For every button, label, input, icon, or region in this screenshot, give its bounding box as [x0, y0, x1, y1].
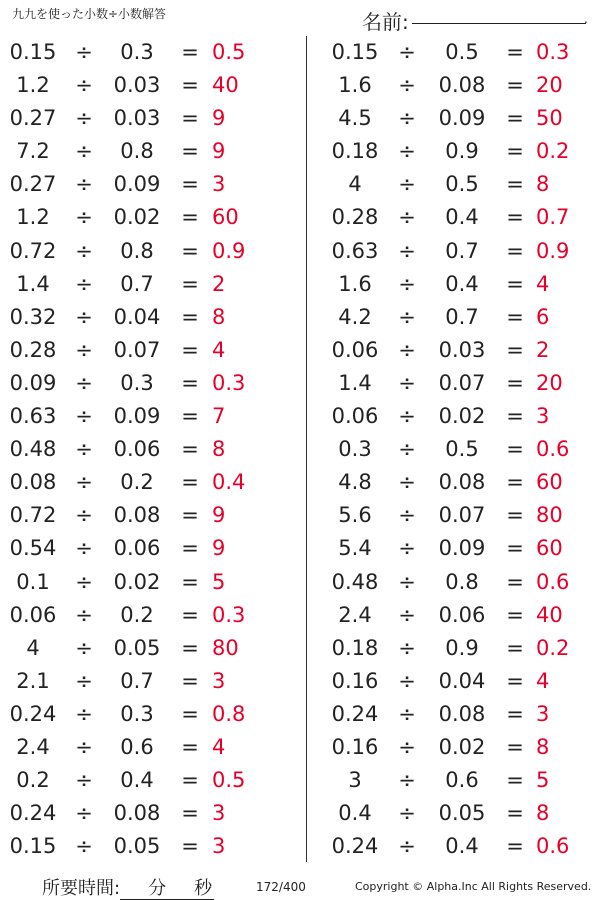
answer: 0.2	[536, 139, 570, 164]
dividend: 3	[348, 768, 362, 793]
equals-sign: =	[181, 701, 199, 726]
answer: 50	[536, 106, 563, 131]
equals-sign: =	[181, 834, 199, 859]
divisor: 0.4	[120, 768, 154, 793]
divisor: 0.08	[438, 73, 486, 98]
answer: 8	[536, 172, 550, 197]
divide-sign: ÷	[398, 205, 416, 230]
dividend: 0.54	[9, 536, 57, 561]
divisor: 0.5	[445, 40, 479, 64]
answer: 0.7	[536, 205, 570, 230]
equals-sign: =	[181, 205, 199, 230]
divisor: 0.03	[438, 337, 486, 362]
dividend: 0.08	[9, 470, 57, 495]
equals-sign: =	[506, 304, 524, 329]
equals-sign: =	[506, 370, 524, 395]
dividend: 0.2	[16, 768, 50, 793]
equals-sign: =	[181, 106, 199, 131]
column-divider	[306, 36, 307, 862]
divide-sign: ÷	[398, 73, 416, 98]
answer: 8	[212, 304, 226, 329]
divisor: 0.5	[445, 437, 479, 462]
equals-sign: =	[181, 404, 199, 429]
divide-sign: ÷	[398, 337, 416, 362]
divisor: 0.04	[113, 304, 161, 329]
answer: 3	[212, 172, 226, 197]
divide-sign: ÷	[398, 768, 416, 793]
divide-sign: ÷	[75, 834, 93, 859]
equals-sign: =	[506, 635, 524, 660]
divisor: 0.02	[113, 569, 161, 594]
dividend: 2.4	[338, 602, 372, 627]
answer: 5	[212, 569, 226, 594]
divisor: 0.8	[120, 139, 154, 164]
dividend: 0.63	[331, 238, 379, 263]
equals-sign: =	[506, 801, 524, 826]
divide-sign: ÷	[75, 536, 93, 561]
answer: 60	[212, 205, 239, 230]
divisor: 0.7	[120, 668, 154, 693]
equals-sign: =	[506, 172, 524, 197]
divide-sign: ÷	[398, 602, 416, 627]
seconds-blank	[168, 881, 192, 900]
equals-sign: =	[506, 768, 524, 793]
divide-sign: ÷	[75, 801, 93, 826]
equals-sign: =	[181, 470, 199, 495]
dividend: 0.18	[331, 635, 379, 660]
dividend: 0.16	[331, 668, 379, 693]
dividend: 0.16	[331, 734, 379, 759]
dividend: 0.72	[9, 238, 57, 263]
divisor: 0.4	[445, 834, 479, 859]
dividend: 0.48	[9, 437, 57, 462]
divide-sign: ÷	[75, 172, 93, 197]
answer: 4	[212, 337, 226, 362]
divide-sign: ÷	[75, 701, 93, 726]
divisor: 0.7	[445, 238, 479, 263]
answer: 3	[536, 404, 550, 429]
divisor: 0.09	[438, 536, 486, 561]
dividend: 4.8	[338, 470, 372, 495]
page-number: 172/400	[256, 880, 306, 894]
answer: 80	[212, 635, 239, 660]
answer: 0.3	[212, 370, 246, 395]
divisor: 0.08	[438, 701, 486, 726]
answer: 0.6	[536, 834, 570, 859]
divisor: 0.07	[438, 370, 486, 395]
equals-sign: =	[181, 370, 199, 395]
answer: 0.3	[212, 602, 246, 627]
divide-sign: ÷	[398, 437, 416, 462]
dividend: 0.4	[338, 801, 372, 826]
divide-sign: ÷	[75, 635, 93, 660]
divisor: 0.8	[120, 238, 154, 263]
divisor: 0.6	[445, 768, 479, 793]
equals-sign: =	[181, 139, 199, 164]
divisor: 0.05	[113, 834, 161, 859]
equals-sign: =	[181, 768, 199, 793]
answer: 0.3	[536, 40, 570, 64]
divisor: 0.9	[445, 635, 479, 660]
equals-sign: =	[181, 734, 199, 759]
divisor: 0.05	[113, 635, 161, 660]
divide-sign: ÷	[398, 701, 416, 726]
equals-sign: =	[506, 834, 524, 859]
divide-sign: ÷	[398, 370, 416, 395]
divide-sign: ÷	[75, 106, 93, 131]
minutes-unit: 分	[148, 878, 167, 899]
divisor: 0.7	[445, 304, 479, 329]
dividend: 0.72	[9, 503, 57, 528]
divide-sign: ÷	[398, 569, 416, 594]
dividend: 4	[26, 635, 40, 660]
equals-sign: =	[506, 701, 524, 726]
dividend: 0.06	[331, 337, 379, 362]
divisor: 0.5	[445, 172, 479, 197]
divisor: 0.8	[445, 569, 479, 594]
divide-sign: ÷	[75, 238, 93, 263]
minutes-blank	[120, 881, 146, 900]
divisor: 0.06	[113, 437, 161, 462]
equals-sign: =	[181, 668, 199, 693]
answer: 9	[212, 106, 226, 131]
divide-sign: ÷	[398, 139, 416, 164]
equals-sign: =	[506, 668, 524, 693]
equals-sign: =	[506, 602, 524, 627]
dividend: 1.4	[338, 370, 372, 395]
dividend: 1.2	[16, 205, 50, 230]
divisor: 0.9	[445, 139, 479, 164]
divisor: 0.09	[113, 172, 161, 197]
equals-sign: =	[506, 106, 524, 131]
answer: 0.2	[536, 635, 570, 660]
divisor: 0.03	[113, 106, 161, 131]
divisor: 0.6	[120, 734, 154, 759]
dividend: 0.28	[9, 337, 57, 362]
divisor: 0.4	[445, 271, 479, 296]
dividend: 1.6	[338, 73, 372, 98]
dividend: 0.06	[331, 404, 379, 429]
divide-sign: ÷	[398, 271, 416, 296]
divide-sign: ÷	[75, 503, 93, 528]
divisor: 0.06	[438, 602, 486, 627]
equals-sign: =	[181, 503, 199, 528]
answer: 0.5	[212, 768, 246, 793]
answer: 9	[212, 536, 226, 561]
divide-sign: ÷	[398, 40, 416, 64]
equals-sign: =	[181, 238, 199, 263]
dividend: 0.06	[9, 602, 57, 627]
equals-sign: =	[506, 40, 524, 64]
dividend: 0.15	[331, 40, 379, 64]
name-field-line	[412, 23, 586, 24]
divide-sign: ÷	[398, 238, 416, 263]
dividend: 5.6	[338, 503, 372, 528]
divide-sign: ÷	[75, 370, 93, 395]
answer: 40	[212, 73, 239, 98]
equals-sign: =	[181, 635, 199, 660]
divide-sign: ÷	[398, 734, 416, 759]
dividend: 5.4	[338, 536, 372, 561]
dividend: 2.4	[16, 734, 50, 759]
dividend: 1.6	[338, 271, 372, 296]
answer: 3	[212, 668, 226, 693]
answer: 4	[536, 271, 550, 296]
equals-sign: =	[181, 801, 199, 826]
equals-sign: =	[181, 304, 199, 329]
equals-sign: =	[506, 337, 524, 362]
dividend: 0.28	[331, 205, 379, 230]
divide-sign: ÷	[75, 768, 93, 793]
divisor: 0.03	[113, 73, 161, 98]
divisor: 0.04	[438, 668, 486, 693]
answer: 0.8	[212, 701, 246, 726]
divisor: 0.07	[113, 337, 161, 362]
dividend: 0.24	[331, 834, 379, 859]
answer: 8	[536, 734, 550, 759]
dividend: 0.1	[16, 569, 50, 594]
divisor: 0.02	[113, 205, 161, 230]
divisor: 0.05	[438, 801, 486, 826]
answer: 0.6	[536, 569, 570, 594]
dividend: 0.09	[9, 370, 57, 395]
divisor: 0.09	[438, 106, 486, 131]
divide-sign: ÷	[75, 139, 93, 164]
equals-sign: =	[506, 569, 524, 594]
answer: 20	[536, 370, 563, 395]
equals-sign: =	[506, 238, 524, 263]
divide-sign: ÷	[398, 304, 416, 329]
answer: 80	[536, 503, 563, 528]
dividend: 0.18	[331, 139, 379, 164]
answer: 0.9	[212, 238, 246, 263]
answer: 2	[212, 271, 226, 296]
answer: 4	[212, 734, 226, 759]
equals-sign: =	[506, 734, 524, 759]
divide-sign: ÷	[398, 503, 416, 528]
answer: 8	[212, 437, 226, 462]
dividend: 0.27	[9, 172, 57, 197]
divide-sign: ÷	[75, 602, 93, 627]
dividend: 1.4	[16, 271, 50, 296]
divide-sign: ÷	[75, 337, 93, 362]
answer: 6	[536, 304, 550, 329]
equals-sign: =	[181, 536, 199, 561]
answer: 0.9	[536, 238, 570, 263]
dividend: 0.32	[9, 304, 57, 329]
divide-sign: ÷	[75, 569, 93, 594]
dividend: 7.2	[16, 139, 50, 164]
equals-sign: =	[181, 172, 199, 197]
dividend: 0.15	[9, 40, 57, 64]
divisor: 0.08	[438, 470, 486, 495]
divisor: 0.4	[445, 205, 479, 230]
name-line-end-dot: .	[584, 12, 588, 26]
answer: 0.4	[212, 470, 246, 495]
answer: 20	[536, 73, 563, 98]
divisor: 0.3	[120, 370, 154, 395]
time-label: 所要時間:	[42, 878, 121, 899]
divide-sign: ÷	[75, 470, 93, 495]
answer: 2	[536, 337, 550, 362]
divide-sign: ÷	[398, 470, 416, 495]
dividend: 0.48	[331, 569, 379, 594]
divide-sign: ÷	[75, 668, 93, 693]
dividend: 0.27	[9, 106, 57, 131]
divisor: 0.7	[120, 271, 154, 296]
divisor: 0.3	[120, 701, 154, 726]
copyright-notice: Copyright © Alpha.Inc All Rights Reserved.	[355, 880, 592, 893]
answer: 9	[212, 139, 226, 164]
equals-sign: =	[181, 437, 199, 462]
worksheet-title: 九九を使った小数÷小数解答	[12, 7, 167, 21]
dividend: 4.2	[338, 304, 372, 329]
equals-sign: =	[506, 271, 524, 296]
divide-sign: ÷	[75, 734, 93, 759]
divide-sign: ÷	[75, 271, 93, 296]
equals-sign: =	[506, 437, 524, 462]
dividend: 2.1	[16, 668, 50, 693]
equals-sign: =	[181, 569, 199, 594]
answer: 60	[536, 536, 563, 561]
equals-sign: =	[181, 271, 199, 296]
divide-sign: ÷	[75, 40, 93, 64]
answer: 3	[212, 801, 226, 826]
dividend: 1.2	[16, 73, 50, 98]
divisor: 0.07	[438, 503, 486, 528]
divisor: 0.2	[120, 602, 154, 627]
divisor: 0.02	[438, 404, 486, 429]
equals-sign: =	[506, 503, 524, 528]
divisor: 0.08	[113, 503, 161, 528]
equals-sign: =	[181, 337, 199, 362]
dividend: 0.63	[9, 404, 57, 429]
divisor: 0.02	[438, 734, 486, 759]
dividend: 0.15	[9, 834, 57, 859]
equals-sign: =	[506, 536, 524, 561]
dividend: 0.24	[331, 701, 379, 726]
equals-sign: =	[506, 404, 524, 429]
divide-sign: ÷	[398, 801, 416, 826]
divide-sign: ÷	[75, 304, 93, 329]
answer: 7	[212, 404, 226, 429]
equals-sign: =	[181, 40, 199, 64]
divide-sign: ÷	[398, 536, 416, 561]
answer: 8	[536, 801, 550, 826]
equals-sign: =	[506, 470, 524, 495]
divisor: 0.09	[113, 404, 161, 429]
divide-sign: ÷	[398, 172, 416, 197]
name-label: 名前:	[362, 10, 409, 34]
answer: 3	[212, 834, 226, 859]
divide-sign: ÷	[398, 834, 416, 859]
answer: 4	[536, 668, 550, 693]
answer: 3	[536, 701, 550, 726]
divide-sign: ÷	[75, 73, 93, 98]
divisor: 0.08	[113, 801, 161, 826]
equals-sign: =	[181, 602, 199, 627]
dividend: 4	[348, 172, 362, 197]
dividend: 0.24	[9, 701, 57, 726]
divide-sign: ÷	[398, 635, 416, 660]
divisor: 0.2	[120, 470, 154, 495]
answer: 0.5	[212, 40, 246, 64]
time-required	[42, 874, 214, 900]
answer: 9	[212, 503, 226, 528]
divide-sign: ÷	[398, 668, 416, 693]
divide-sign: ÷	[398, 106, 416, 131]
answer: 5	[536, 768, 550, 793]
divisor: 0.3	[120, 40, 154, 64]
answer: 40	[536, 602, 563, 627]
equals-sign: =	[506, 139, 524, 164]
divide-sign: ÷	[75, 404, 93, 429]
dividend: 0.3	[338, 437, 372, 462]
dividend: 0.24	[9, 801, 57, 826]
answer: 60	[536, 470, 563, 495]
divide-sign: ÷	[75, 205, 93, 230]
equals-sign: =	[506, 205, 524, 230]
divide-sign: ÷	[398, 404, 416, 429]
dividend: 4.5	[338, 106, 372, 131]
equals-sign: =	[181, 73, 199, 98]
equals-sign: =	[506, 73, 524, 98]
seconds-unit: 秒	[194, 878, 213, 899]
divisor: 0.06	[113, 536, 161, 561]
answer: 0.6	[536, 437, 570, 462]
divide-sign: ÷	[75, 437, 93, 462]
